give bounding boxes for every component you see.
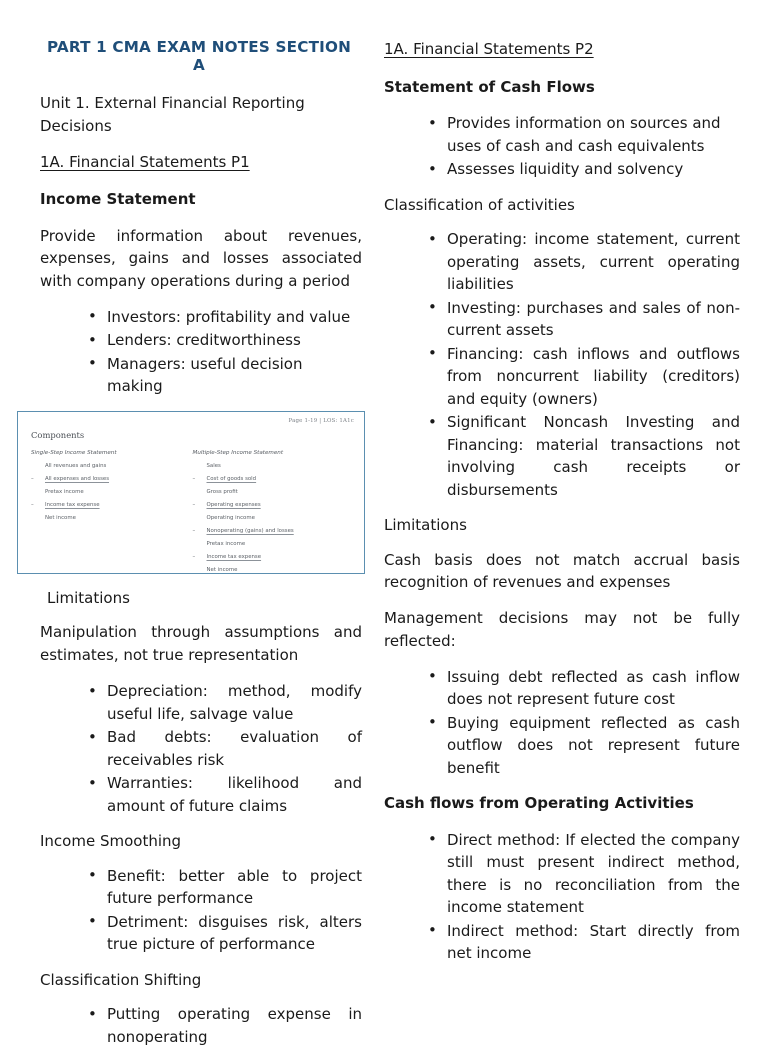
figure-line: [31, 463, 193, 469]
figure-column-heading: Multiple-Step Income Statement: [192, 449, 284, 456]
income-smoothing-heading: Income Smoothing: [40, 832, 182, 851]
figure-line-text: Sales: [206, 462, 221, 469]
list-item: • Lenders: creditworthiness: [88, 329, 362, 352]
classification-shifting-list: [40, 1003, 362, 1048]
figure-line: [193, 489, 355, 495]
figure-line-text: All expenses and losses: [45, 475, 110, 482]
figure-line: [193, 515, 355, 521]
figure-line: [193, 463, 355, 469]
classification-of-activities-heading: Classification of activities: [384, 195, 575, 214]
figure-line-text: Gross profit: [206, 488, 238, 495]
section-heading-p1-wrap: [40, 151, 362, 189]
figure-line: [31, 489, 193, 495]
figure-column-heading: Single-Step Income Statement: [31, 449, 117, 456]
right-limitations-para-1: Cash basis does not match accrual basis recognition of revenues and expenses: [384, 550, 740, 592]
income-statement-heading: Income Statement: [40, 190, 196, 209]
minus-operator: –: [31, 475, 34, 482]
left-limitations-intro: Manipulation through assumptions and estimates, not true representation: [40, 623, 362, 665]
unit-heading: Unit 1. External Financial Reporting Decisions: [40, 94, 305, 135]
list-item: • Assesses liquidity and solvency: [428, 158, 740, 181]
figure-line: [31, 502, 193, 508]
minus-operator: –: [31, 501, 34, 508]
right-limitations-para-2: Management decisions may not be fully reflected:: [384, 609, 740, 650]
list-item: • Operating: income statement, current operating assets, current operating liabilities: [428, 228, 740, 296]
two-column-layout: [0, 38, 768, 1061]
right-limitations-heading: Limitations: [384, 516, 467, 534]
cash-flows-list: [384, 112, 740, 181]
figure-line-text: Cost of goods sold: [206, 475, 257, 482]
figure-line-text: Pretax income: [45, 488, 84, 495]
page-title: PART 1 CMA EXAM NOTES SECTION A: [46, 38, 352, 74]
figure-columns: [31, 450, 354, 574]
figure-title: Components: [31, 429, 85, 440]
minus-operator: –: [192, 475, 196, 482]
section-heading-p2-wrap: [384, 38, 740, 76]
left-limitations-list: [40, 680, 362, 817]
figure-line: [193, 528, 355, 534]
figure-line: [193, 476, 355, 482]
figure-line-text: Operating income: [206, 514, 255, 521]
minus-operator: –: [192, 527, 196, 534]
list-item: • Benefit: better able to project future performance: [88, 865, 362, 910]
figure-column-single-step: [31, 450, 193, 574]
figure-line-text: Net income: [45, 514, 76, 521]
section-heading-p2: 1A. Financial Statements P2: [384, 40, 594, 58]
figure-line-text: Income tax expense: [45, 501, 100, 508]
list-item: • Managers: useful decision making: [88, 353, 362, 398]
list-item: • Provides information on sources and uses of cash and cash equivalents: [428, 112, 740, 157]
list-item: • Detriment: disguises risk, alters true picture of performance: [88, 911, 362, 956]
list-item: • Investing: purchases and sales of non-current assets: [428, 297, 740, 342]
figure-line: [31, 515, 193, 521]
right-limitations-list: [384, 666, 740, 780]
list-item: • Depreciation: method, modify useful life, salvage value: [88, 680, 362, 725]
figure-line-text: Operating expenses: [206, 501, 261, 508]
list-item: • Putting operating expense in nonoperating: [88, 1003, 362, 1048]
section-heading-p1: 1A. Financial Statements P1: [40, 152, 250, 171]
income-smoothing-list: [40, 865, 362, 956]
operating-activities-list: [384, 829, 740, 965]
figure-page-reference: Page 1-19 | LOS: 1A1c: [288, 417, 354, 424]
figure-line-text: Pretax income: [206, 540, 246, 547]
figure-line: [193, 554, 355, 560]
list-item: • Bad debts: evaluation of receivables risk: [88, 726, 362, 771]
figure-line: [193, 567, 355, 573]
figure-line-text: Income tax expense: [206, 553, 262, 560]
list-item: • Financing: cash inflows and outflows from noncurrent liability (creditors) and equity (owners): [428, 343, 740, 411]
list-item: • Significant Noncash Investing and Financing: material transactions not involving cash receipts or disbursements: [428, 411, 740, 501]
left-limitations-heading: Limitations: [47, 588, 130, 607]
right-column: [372, 38, 768, 978]
left-column: [0, 38, 372, 1061]
income-statement-users-list: [40, 306, 362, 398]
figure-line-text: Net income: [206, 566, 238, 573]
list-item: • Investors: profitability and value: [88, 306, 362, 329]
classification-of-activities-list: [384, 228, 740, 501]
minus-operator: –: [192, 553, 196, 560]
statement-of-cash-flows-heading: Statement of Cash Flows: [384, 77, 595, 96]
figure-line: [31, 476, 193, 482]
income-statement-intro: Provide information about revenues, expenses, gains and losses associated with company operations during a period: [40, 226, 362, 291]
list-item: • Warranties: likelihood and amount of future claims: [88, 772, 362, 817]
classification-shifting-heading: Classification Shifting: [40, 970, 202, 989]
operating-activities-heading: Cash flows from Operating Activities: [384, 794, 694, 813]
figure-line-text: Nonoperating (gains) and losses: [206, 527, 294, 534]
income-statement-components-figure: [17, 411, 365, 574]
figure-column-multiple-step: [193, 450, 355, 574]
minus-operator: –: [192, 501, 196, 508]
list-item: • Indirect method: Start directly from net income: [428, 920, 740, 965]
list-item: • Buying equipment reflected as cash outflow does not represent future benefit: [428, 712, 740, 780]
list-item: • Issuing debt reflected as cash inflow does not represent future cost: [428, 666, 740, 711]
figure-line: [193, 502, 355, 508]
figure-line: [193, 541, 355, 547]
list-item: • Direct method: If elected the company still must present indirect method, there is no reconciliation from the income statement: [428, 829, 740, 919]
figure-line-text: All revenues and gains: [45, 462, 107, 469]
